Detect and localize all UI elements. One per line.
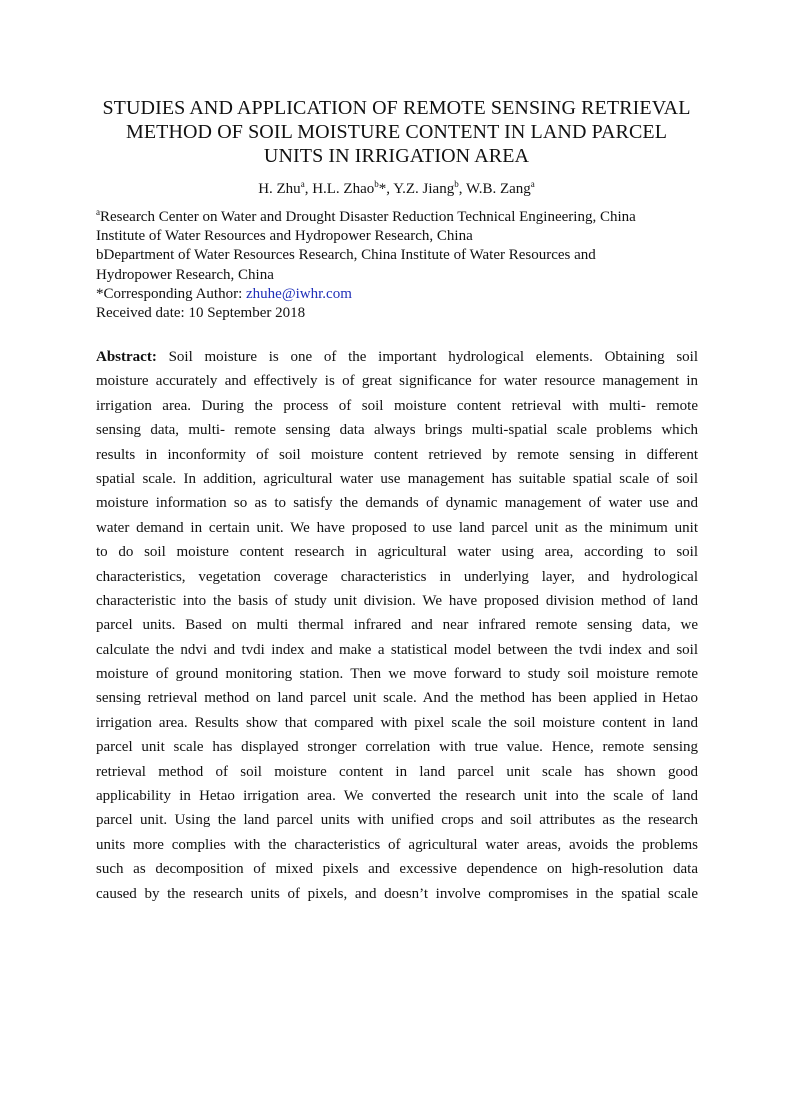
abstract-line: parcel unit. Using the land parcel units with unified crops and soil attributes as the research [96,812,698,829]
abstract-line: parcel units. Based on multi thermal infrared and near infrared remote sensing data, we [96,617,698,634]
affiliation-text: Research Center on Water and Drought Disaster Reduction Technical Engineering, China [100,209,636,225]
corresponding-label: *Corresponding Author: [96,285,246,302]
email-link[interactable]: zhuhe@iwhr.com [246,285,352,302]
author-list [0,180,793,198]
title-line: METHOD OF SOIL MOISTURE CONTENT IN LAND PARCEL [125,121,668,143]
abstract-line: moisture information so as to satisfy the demands of dynamic management of water use and [96,495,698,512]
author-name: W.B. Zang [465,181,531,197]
author-name: Y.Z. Jiang [393,181,455,197]
abstract-line: such as decomposition of mixed pixels and excessive dependence on high-resolution data [96,861,698,878]
title-line: UNITS IN IRRIGATION AREA [263,145,530,167]
title-line: STUDIES AND APPLICATION OF REMOTE SENSING RETRIEVAL [102,97,691,119]
abstract-line: retrieval method of soil moisture content in land parcel unit scale has shown good [96,763,698,780]
abstract-line: results in inconformity of soil moisture content retrieved by remote sensing in different [96,446,698,463]
author-affil-mark: a [300,179,305,189]
abstract-line: calculate the ndvi and tvdi index and make a statistical model between the tvdi index and soil [96,641,698,658]
author-name: H. Zhu [258,181,301,197]
abstract-line: water demand in certain unit. We have proposed to use land parcel unit as the minimum unit [96,519,698,536]
affiliation-text: Institute of Water Resources and Hydropower Research, China [96,228,473,245]
abstract-line: applicability in Hetao irrigation area. We converted the research unit into the scale of land [96,788,698,805]
abstract-line: to do soil moisture content research in agricultural water using area, according to soil [96,544,698,561]
author-affil-mark: b [374,179,379,189]
paper-title [60,96,733,168]
abstract-line: moisture of ground monitoring station. Then we move forward to study soil moisture remote [96,666,698,683]
author-affil-mark: a [530,179,535,189]
abstract-line: irrigation area. Results show that compared with pixel scale the soil moisture content in land [96,714,698,731]
abstract-text: Soil moisture is one of the important hydrological elements. Obtaining soil [168,349,698,365]
affiliation-a [96,208,636,227]
corresponding-mark: * [378,181,387,197]
abstract-line: units more complies with the characteristics of agricultural water areas, avoids the problems [96,836,698,853]
abstract-line: irrigation area. During the process of soil moisture content retrieval with multi- remote [96,397,698,414]
abstract-line: sensing data, multi- remote sensing data always brings multi-spatial scale problems which [96,422,698,439]
abstract-label: Abstract: [96,349,157,365]
abstract-line: characteristics, vegetation coverage characteristics in underlying layer, and hydrological [96,568,698,585]
abstract-line: spatial scale. In addition, agricultural water use management has suitable spatial scale of soil [96,470,698,487]
affiliation-text: Hydropower Research, China [96,266,274,283]
author-affil-mark: b [454,179,459,189]
affiliations [96,208,636,323]
abstract [96,345,698,906]
author-name: H.L. Zhao [312,181,375,197]
received-date: Received date: 10 September 2018 [96,305,306,322]
abstract-line: characteristic into the basis of study unit division. We have proposed division method of land [96,592,698,609]
abstract-line [96,345,698,369]
abstract-line: moisture accurately and effectively is of great significance for water resource management in [96,373,698,390]
author-separator: , [386,181,394,197]
corresponding-author [96,285,636,304]
abstract-line: parcel unit scale has displayed stronger correlation with true value. Hence, remote sensing [96,739,698,756]
author-separator: , [458,181,466,197]
abstract-line: caused by the research units of pixels, and doesn’t involve compromises in the spatial scale [96,885,698,902]
affiliation-text: bDepartment of Water Resources Research, China Institute of Water Resources and [96,247,596,264]
abstract-line: sensing retrieval method on land parcel unit scale. And the method has been applied in Hetao [96,690,698,707]
author-separator: , [304,181,313,197]
affil-mark: a [96,207,100,217]
